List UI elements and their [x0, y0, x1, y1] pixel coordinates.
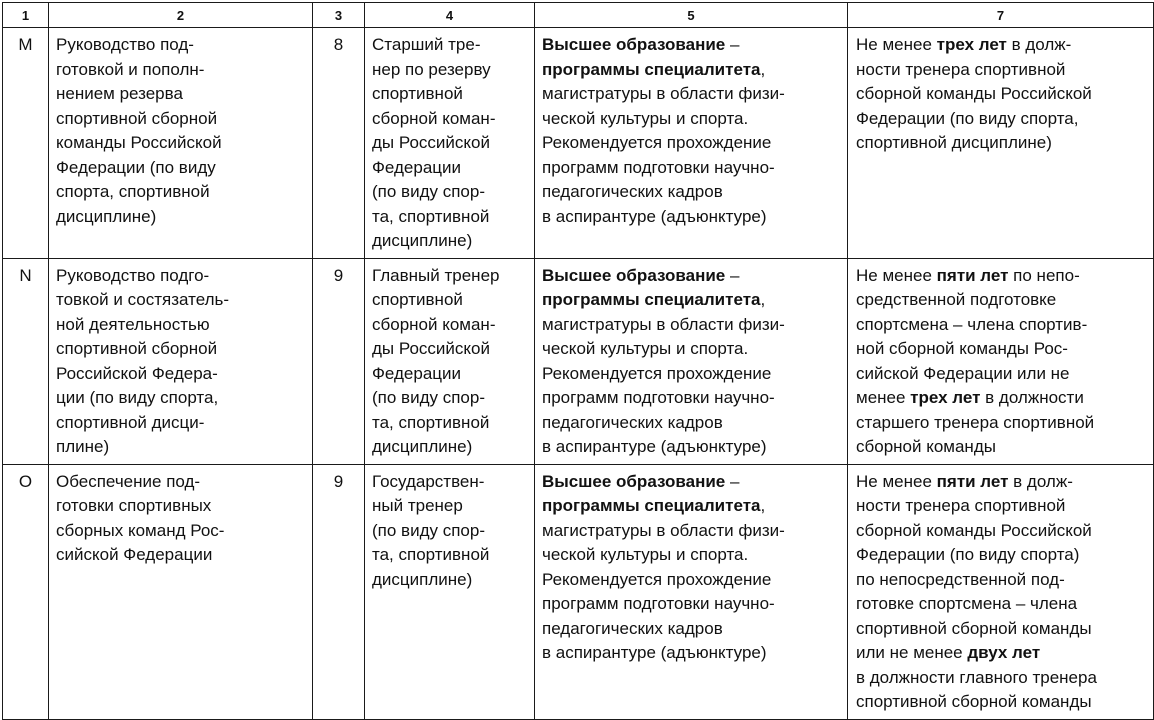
qualification-level: 8	[313, 28, 365, 259]
text-line: та, спортивной	[372, 412, 490, 432]
text-line: магистратуры в области физи-	[542, 314, 785, 334]
text-line: ды Российской	[372, 339, 490, 358]
text-line: ции (по виду спорта,	[56, 388, 219, 407]
text-line: Федерации (по виду спорта)	[856, 545, 1080, 564]
text-line	[856, 33, 1147, 58]
row-code: N	[3, 258, 49, 464]
text-line: программ подготовки научно-	[542, 388, 775, 407]
text-line: Федерации	[372, 363, 462, 383]
bold-text: пяти лет	[936, 265, 1009, 285]
text-line: сборной коман-	[372, 314, 496, 334]
text-line: готовке спортсмена – члена	[856, 594, 1078, 613]
text-fragment: Не менее	[856, 265, 937, 285]
text-line: Рекомендуется прохождение	[542, 363, 772, 383]
text-line: ческой культуры и спорта.	[542, 108, 749, 128]
text-line: нением резерва	[56, 84, 183, 103]
header-row	[3, 3, 1154, 28]
text-line: педагогических кадров	[542, 412, 723, 432]
text-line: ности тренера спортивной	[856, 496, 1066, 515]
header-col-5: 5	[535, 3, 848, 28]
text-line	[856, 386, 1147, 411]
text-line	[856, 264, 1147, 289]
text-line: Руководство подго-	[56, 265, 210, 285]
text-line: сборной команды	[856, 437, 996, 456]
text-fragment: Не менее	[856, 471, 937, 491]
bold-text: Высшее образование	[542, 265, 726, 285]
text-line: по непосредственной под-	[856, 569, 1065, 589]
text-fragment: –	[725, 265, 740, 285]
bold-text: двух лет	[967, 643, 1041, 662]
text-line: дисциплине)	[372, 231, 473, 250]
text-line: в должности главного тренера	[856, 667, 1097, 687]
experience-cell	[848, 28, 1154, 259]
text-line: сийской Федерации	[56, 545, 213, 564]
text-line: (по виду спор-	[372, 388, 485, 407]
qualification-level: 9	[313, 464, 365, 719]
text-line: спортсмена – члена спортив-	[856, 314, 1088, 334]
text-line	[856, 641, 1147, 666]
text-line	[542, 494, 841, 519]
education-cell	[535, 258, 848, 464]
text-line: сборной команды Российской	[856, 520, 1092, 540]
text-line: спортивной	[372, 84, 463, 103]
qualification-table	[2, 2, 1154, 720]
text-line: в аспирантуре (адъюнктуре)	[542, 643, 767, 662]
qualification-level: 9	[313, 258, 365, 464]
text-line: дисциплине)	[372, 437, 473, 456]
text-fragment: в долж-	[1006, 35, 1072, 54]
text-line: средственной подготовке	[856, 290, 1057, 309]
text-line: та, спортивной	[372, 206, 490, 226]
table-row	[3, 464, 1154, 719]
text-fragment: ,	[760, 59, 766, 79]
text-fragment: менее	[856, 388, 911, 407]
text-line: старшего тренера спортивной	[856, 412, 1095, 432]
text-line	[856, 470, 1147, 495]
text-fragment: в должности	[980, 388, 1084, 407]
bold-text: программы специалитета	[542, 59, 761, 79]
text-line: Федерации (по виду спорта,	[856, 108, 1079, 128]
text-line: Государствен-	[372, 471, 485, 491]
bold-text: Высшее образование	[542, 35, 726, 54]
text-fragment: или не менее	[856, 643, 968, 662]
text-line: ческой культуры и спорта.	[542, 339, 749, 358]
row-code: M	[3, 28, 49, 259]
text-fragment: ,	[760, 496, 766, 515]
experience-cell	[848, 464, 1154, 719]
text-line	[542, 33, 841, 58]
text-line: плине)	[56, 437, 110, 456]
labor-function-cell	[49, 258, 313, 464]
text-line: спортивной дисциплине)	[856, 133, 1052, 152]
text-line	[542, 58, 841, 83]
text-line: сборных команд Рос-	[56, 520, 225, 540]
text-line: спортивной дисци-	[56, 412, 205, 432]
text-line: в аспирантуре (адъюнктуре)	[542, 437, 767, 456]
text-line: та, спортивной	[372, 545, 490, 564]
text-fragment: Не менее	[856, 35, 937, 54]
bold-text: программы специалитета	[542, 496, 761, 515]
text-line: магистратуры в области физи-	[542, 520, 785, 540]
bold-text: трех лет	[936, 35, 1007, 54]
text-line: Рекомендуется прохождение	[542, 569, 772, 589]
text-line: ды Российской	[372, 133, 490, 152]
text-fragment: –	[725, 35, 740, 54]
text-line: спортивной сборной команды	[856, 692, 1092, 711]
header-col-4: 4	[365, 3, 535, 28]
text-fragment: ,	[760, 290, 766, 309]
header-col-1: 1	[3, 3, 49, 28]
text-line: сборной коман-	[372, 108, 496, 128]
text-line: нер по резерву	[372, 59, 491, 79]
text-fragment: в долж-	[1008, 471, 1073, 491]
text-line: в аспирантуре (адъюнктуре)	[542, 206, 767, 226]
text-line: ной деятельностью	[56, 314, 210, 334]
text-line: педагогических кадров	[542, 618, 723, 638]
text-line: Обеспечение под-	[56, 471, 201, 491]
header-col-3: 3	[313, 3, 365, 28]
text-line: ческой культуры и спорта.	[542, 545, 749, 564]
text-line: товкой и состязатель-	[56, 290, 230, 309]
text-line: программ подготовки научно-	[542, 157, 775, 177]
labor-function-cell	[49, 28, 313, 259]
header-col-2: 2	[49, 3, 313, 28]
text-line	[542, 264, 841, 289]
text-fragment: по непо-	[1008, 265, 1080, 285]
text-line	[542, 288, 841, 313]
experience-cell	[848, 258, 1154, 464]
text-line	[542, 470, 841, 495]
text-line: спортивной	[372, 290, 463, 309]
text-line: дисциплине)	[372, 569, 473, 589]
text-line: команды Российской	[56, 133, 222, 152]
position-cell	[365, 464, 535, 719]
text-line: спортивной сборной команды	[856, 618, 1092, 638]
table-row	[3, 28, 1154, 259]
education-cell	[535, 464, 848, 719]
text-line: магистратуры в области физи-	[542, 84, 785, 103]
text-line: педагогических кадров	[542, 182, 723, 201]
position-cell	[365, 258, 535, 464]
text-fragment: –	[725, 471, 740, 491]
education-cell	[535, 28, 848, 259]
text-line: Руководство под-	[56, 35, 194, 54]
text-line: Рекомендуется прохождение	[542, 133, 772, 152]
row-code: O	[3, 464, 49, 719]
text-line: ной сборной команды Рос-	[856, 339, 1068, 358]
text-line: готовки спортивных	[56, 496, 212, 515]
text-line: ный тренер	[372, 496, 463, 515]
text-line: сийской Федерации или не	[856, 363, 1070, 383]
bold-text: пяти лет	[936, 471, 1009, 491]
position-cell	[365, 28, 535, 259]
text-line: спорта, спортивной	[56, 182, 210, 201]
bold-text: трех лет	[910, 388, 981, 407]
text-line: ности тренера спортивной	[856, 59, 1066, 79]
text-line: готовкой и пополн-	[56, 59, 205, 79]
text-line: программ подготовки научно-	[542, 594, 775, 613]
text-line: Главный тренер	[372, 265, 500, 285]
text-line: Российской Федера-	[56, 363, 218, 383]
text-line: дисциплине)	[56, 206, 157, 226]
text-line: спортивной сборной	[56, 339, 218, 358]
text-line: спортивной сборной	[56, 108, 218, 128]
table-row	[3, 258, 1154, 464]
text-line: Старший тре-	[372, 35, 481, 54]
text-line: (по виду спор-	[372, 520, 485, 540]
labor-function-cell	[49, 464, 313, 719]
text-line: Федерации	[372, 157, 462, 177]
bold-text: Высшее образование	[542, 471, 726, 491]
text-line: сборной команды Российской	[856, 84, 1092, 103]
text-line: (по виду спор-	[372, 182, 485, 201]
bold-text: программы специалитета	[542, 290, 761, 309]
header-col-7: 7	[848, 3, 1154, 28]
text-line: Федерации (по виду	[56, 157, 216, 177]
